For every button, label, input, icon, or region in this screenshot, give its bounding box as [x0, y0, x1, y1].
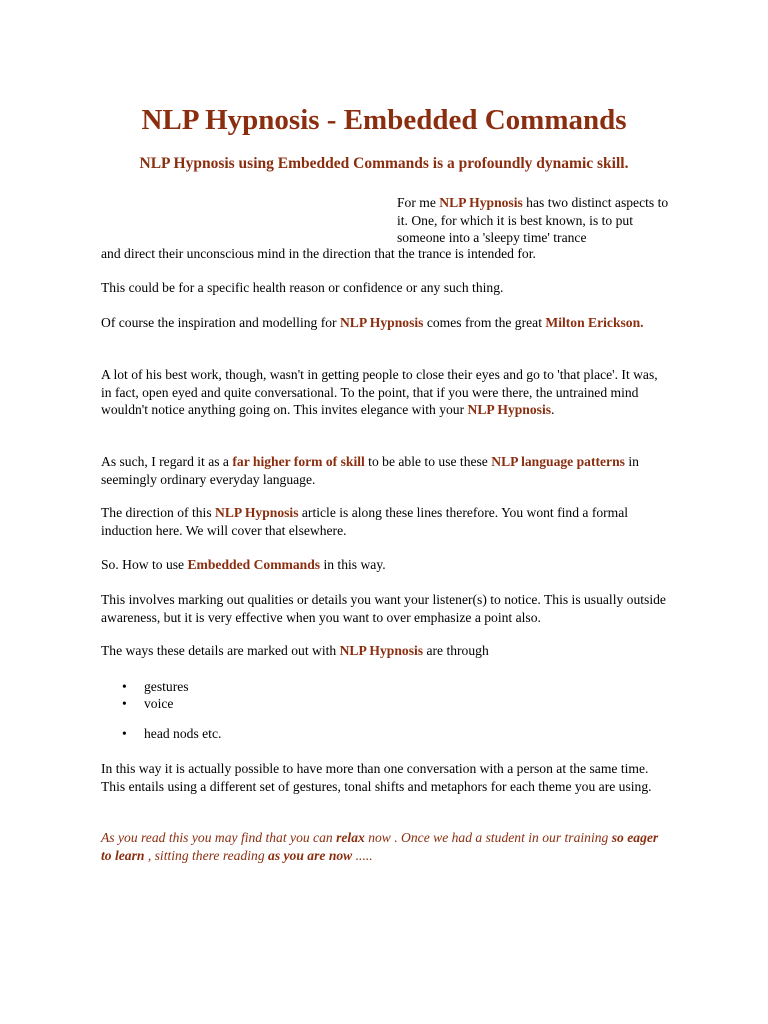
list-item: [101, 678, 189, 695]
p4-text-a: As such, I regard it as a: [101, 454, 233, 469]
p5-text-b: article is along these lines therefore. You wont find a formal induction here. We will cover that elsewhere.: [101, 505, 629, 538]
p10-emphasis-eager: so eager to learn: [101, 830, 659, 863]
bullet-list-bottom: [101, 725, 221, 742]
bullet-icon: •: [122, 726, 127, 741]
p5-text-a: The direction of this: [101, 505, 216, 520]
paragraph-ways-marked: [101, 642, 671, 660]
p10-text-c: , sitting there reading: [144, 847, 269, 863]
p10-emphasis-relax: relax: [336, 830, 365, 845]
intro-link-nlp-hypnosis[interactable]: NLP Hypnosis: [439, 195, 523, 210]
intro-paragraph: [397, 194, 672, 247]
paragraph-marking-out: This involves marking out qualities or details you want your listener(s) to notice. This is usually outside awareness, but it is very effective when you want to over emphasize a point also.: [101, 592, 666, 625]
paragraph-direction: [101, 504, 671, 539]
intro-text-b: has two distinct aspects to it. One, for which it is best known, is to put someone into a 'sleepy time' trance: [397, 195, 669, 245]
paragraph-inspiration: [101, 314, 671, 332]
p2-link-milton-erickson[interactable]: Milton Erickson.: [545, 315, 644, 330]
page-title: NLP Hypnosis - Embedded Commands: [141, 104, 627, 136]
page-subtitle: NLP Hypnosis using Embedded Commands is a profoundly dynamic skill.: [139, 155, 629, 172]
list-item-label: voice: [144, 696, 174, 711]
paragraph-two-conversations: In this way it is actually possible to have more than one conversation with a person at the same time. This entails using a different set of gestures, tonal shifts and metaphors for each theme you are using.: [101, 761, 652, 794]
p10-text-d: .....: [352, 847, 373, 863]
p10-emphasis-as-you-are-now: as you are now: [268, 847, 353, 863]
paragraph-higher-skill: [101, 453, 671, 488]
bullet-icon: •: [122, 696, 127, 711]
p3-link-nlp-hypnosis[interactable]: NLP Hypnosis: [467, 402, 552, 417]
p10-text-b: now . Once we had a student in our training: [364, 830, 612, 845]
p4-text-b: to be able to use these: [364, 454, 492, 469]
p6-text-a: So. How to use: [101, 557, 188, 572]
intro-text-a: For me: [397, 195, 440, 210]
p4-link-language-patterns[interactable]: NLP language patterns: [491, 454, 625, 469]
p10-text-a: As you read this you may find that you can: [101, 830, 337, 845]
paragraph-how-to-use: [101, 556, 671, 574]
p8-text-b: are through: [423, 643, 489, 658]
paragraph-embedded-example: [101, 829, 671, 864]
bullet-list-top: [101, 678, 189, 712]
paragraph-health-reason: This could be for a specific health reason or confidence or any such thing.: [101, 280, 504, 295]
list-item: [101, 695, 189, 712]
list-item-label: head nods etc.: [144, 726, 222, 741]
list-item-label: gestures: [144, 679, 189, 694]
p3-text-a: A lot of his best work, though, wasn't in getting people to close their eyes and go to 'that place'. It was, in fact, open eyed and quite conversational. To the point, that if you were there, the untrained mind wouldn't notice anything going on. This invites elegance with your: [101, 367, 658, 417]
p4-link-higher-skill[interactable]: far higher form of skill: [232, 454, 365, 469]
p8-link-nlp-hypnosis[interactable]: NLP Hypnosis: [339, 643, 424, 658]
p6-link-embedded-commands[interactable]: Embedded Commands: [187, 557, 321, 572]
p6-text-b: in this way.: [320, 557, 386, 572]
p4-text-c: in seemingly ordinary everyday language.: [101, 454, 639, 487]
p2-text-b: comes from the great: [423, 315, 546, 330]
list-item: [101, 725, 221, 742]
p8-text-a: The ways these details are marked out with: [101, 643, 340, 658]
p2-text-a: Of course the inspiration and modelling for: [101, 315, 340, 330]
p2-link-nlp-hypnosis[interactable]: NLP Hypnosis: [339, 315, 424, 330]
p5-link-nlp-hypnosis[interactable]: NLP Hypnosis: [215, 505, 299, 520]
intro-paragraph-continued: and direct their unconscious mind in the direction that the trance is intended for.: [101, 246, 536, 261]
paragraph-best-work: [101, 366, 671, 419]
bullet-icon: •: [122, 679, 127, 694]
p3-text-b: .: [551, 402, 555, 417]
